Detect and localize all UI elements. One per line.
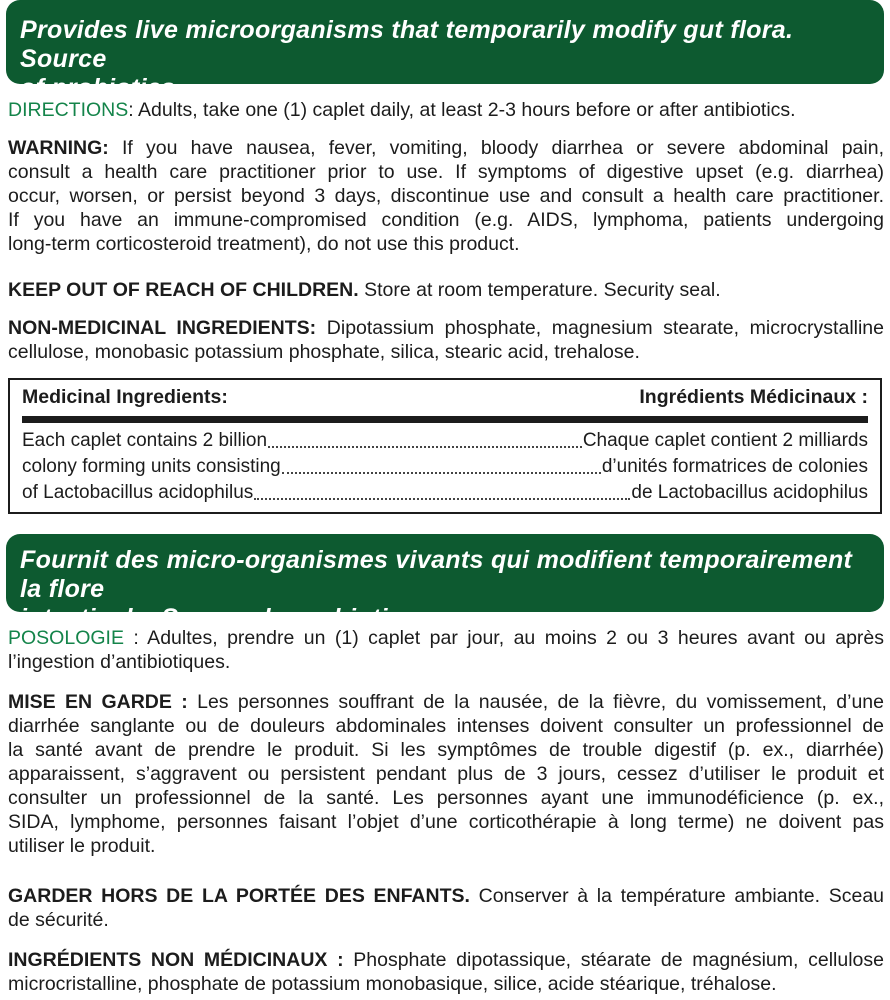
keep-out-text: Store at room temperature. Security seal.	[358, 279, 721, 301]
directions-label: DIRECTIONS	[8, 99, 129, 121]
warning-line: long-term corticosteroid treatment), do not use this product.	[8, 233, 520, 255]
mise-en-garde-label: MISE EN GARDE :	[8, 691, 188, 713]
row-right: de Lactobacillus acidophilus	[631, 482, 868, 503]
non-medicinaux-label: INGRÉDIENTS NON MÉDICINAUX :	[8, 949, 344, 971]
warning-line: If you have nausea, fever, vomiting, bloody diarrhea or severe abdominal pain,	[108, 137, 884, 159]
table-row	[22, 430, 868, 454]
directions-paragraph	[8, 98, 884, 122]
row-left: colony forming units consisting	[22, 456, 281, 477]
table-row	[22, 482, 868, 506]
banner-line: intestinale. Source de probiotiques.	[20, 604, 455, 632]
mise-en-garde-line: diarrhée sanglante ou de douleurs abdominales intenses doivent consulter un professionnel de	[8, 715, 884, 737]
leader-dots	[254, 482, 630, 500]
banner-line: Provides live microorganisms that temporarily modify gut flora. Source	[20, 16, 794, 73]
posologie-line: l’ingestion d’antibiotiques.	[8, 651, 231, 673]
garder-line: Conserver à la température ambiante. Sceau	[469, 885, 885, 907]
posologie-paragraph	[8, 626, 884, 674]
row-right: Chaque caplet contient 2 milliards	[582, 430, 868, 451]
keep-out-label: KEEP OUT OF REACH OF CHILDREN.	[8, 279, 359, 301]
mise-en-garde-line: consulter un professionnel de la santé. Les personnes ayant une immunodéficience (p. ex.,	[8, 787, 884, 809]
warning-line: consult a health care practitioner prior to use. If symptoms of digestive upset (e.g. diarrhea)	[8, 161, 884, 183]
mise-en-garde-paragraph	[8, 690, 884, 858]
non-medicinaux-line: Phosphate dipotassique, stéarate de magnésium, cellulose	[343, 949, 884, 971]
table-row	[22, 456, 868, 480]
header-rule	[22, 416, 868, 423]
directions-text: : Adults, take one (1) caplet daily, at least 2-3 hours before or after antibiotics.	[128, 99, 796, 121]
row-left: Each caplet contains 2 billion	[22, 430, 268, 451]
non-medicinaux-line: microcristalline, phosphate de potassium monobasique, silice, acide stéarique, tréhalose.	[8, 973, 777, 995]
english-claim-banner	[6, 0, 884, 102]
banner-line: Fournit des micro-organismes vivants qui modifient temporairement la flore	[20, 546, 853, 603]
garder-label: GARDER HORS DE LA PORTÉE DES ENFANTS.	[8, 885, 470, 907]
garder-paragraph	[8, 884, 884, 932]
garder-line: de sécurité.	[8, 909, 109, 931]
header-left: Medicinal Ingredients:	[22, 386, 228, 408]
leader-dots	[282, 456, 601, 474]
french-claim-banner	[6, 534, 884, 632]
mise-en-garde-line: utiliser le produit.	[8, 835, 156, 857]
warning-line: occur, worsen, or persist beyond 3 days, discontinue use and consult a health care practitioner.	[8, 185, 884, 207]
non-medicinaux-paragraph	[8, 948, 884, 996]
mise-en-garde-line: la santé avant de prendre le produit. Si les symptômes de trouble digestif (p. ex., diarrhée)	[8, 739, 884, 761]
non-medicinal-paragraph	[8, 316, 884, 364]
medicinal-table-header	[22, 386, 868, 412]
warning-label: WARNING:	[8, 137, 109, 159]
warning-paragraph	[8, 136, 884, 256]
warning-line: If you have an immune-compromised condition (e.g. AIDS, lymphoma, patients undergoing	[8, 209, 884, 231]
keep-out-paragraph	[8, 278, 884, 302]
row-right: d’unités formatrices de colonies	[601, 456, 868, 477]
header-right: Ingrédients Médicinaux :	[639, 386, 868, 408]
posologie-label: POSOLOGIE	[8, 627, 124, 649]
non-medicinal-line: Dipotassium phosphate, magnesium stearate, microcrystalline	[316, 317, 885, 339]
mise-en-garde-line: apparaissent, s’aggravent ou persistent pendant plus de 3 jours, cessez d’utiliser le produit et	[8, 763, 884, 785]
mise-en-garde-line: Les personnes souffrant de la nausée, de la fièvre, du vomissement, d’une	[187, 691, 884, 713]
row-left: of Lactobacillus acidophilus	[22, 482, 254, 503]
non-medicinal-line: cellulose, monobasic potassium phosphate, silica, stearic acid, trehalose.	[8, 341, 640, 363]
mise-en-garde-line: SIDA, lymphome, personnes faisant l’objet d’une corticothérapie à long terme) ne doivent pas	[8, 811, 884, 833]
non-medicinal-label: NON-MEDICINAL INGREDIENTS:	[8, 317, 317, 339]
posologie-line: : Adultes, prendre un (1) caplet par jour, au moins 2 ou 3 heures avant ou après	[123, 627, 884, 649]
medicinal-ingredients-table	[8, 378, 882, 514]
leader-dots	[268, 430, 582, 448]
banner-line: of probiotics.	[20, 74, 183, 102]
